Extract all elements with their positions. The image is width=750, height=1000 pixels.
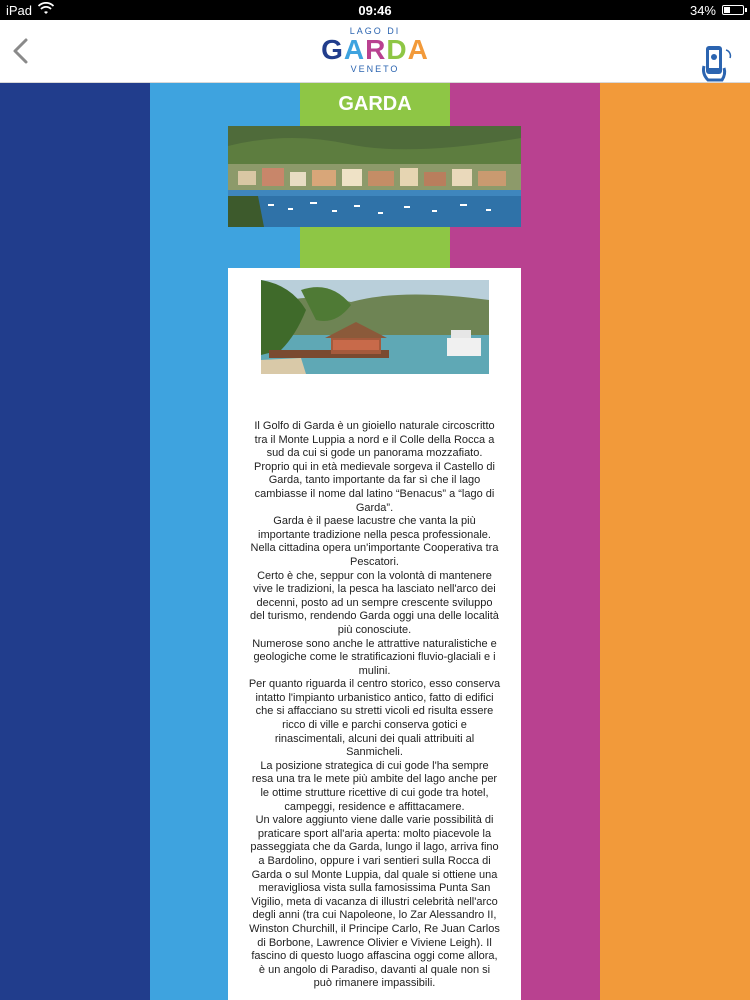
clock: 09:46	[358, 3, 392, 18]
lakeside-pier-image	[261, 280, 489, 374]
description-line: ricco di ville e parchi conserva gotici e	[282, 719, 467, 732]
description-line: può rimanere impassibili.	[313, 977, 436, 990]
lago-di-garda-logo	[300, 24, 450, 80]
description-line: geologiche come le stratificazioni fluvio-glaciali e i	[253, 651, 496, 664]
description-line: Un valore aggiunto viene dalle varie possibilità di	[255, 814, 494, 827]
garda-harbor-image	[228, 126, 521, 227]
description-line: Certo è che, seppur con la volontà di mantenere	[257, 569, 492, 582]
town-description	[248, 420, 501, 991]
battery-fill	[724, 7, 730, 13]
back-button[interactable]	[8, 34, 38, 68]
description-line: Garda, tanto importante da far sì che il lago	[268, 474, 481, 487]
logo-letter: R	[365, 34, 387, 65]
chevron-left-icon	[8, 34, 38, 68]
description-line: importante tradizione nella pesca professionale.	[258, 528, 491, 541]
description-line: Garda”.	[355, 501, 394, 514]
logo-top-text: LAGO DI	[349, 26, 401, 36]
description-line: di Borbone, Lawrence Olivier e Viviene Leigh). Il	[257, 936, 492, 949]
description-line: è un angolo di Paradiso, davanti al quale non si	[258, 963, 491, 976]
description-line: passeggiata che da Garda, lungo il lago, arriva fino	[250, 841, 499, 854]
description-line: sud da cui si gode un panorama mozzafiato.	[266, 447, 483, 460]
description-line: resa una tra le mete più ambite del lago anche per	[251, 773, 498, 786]
description-line: meravigliosa vista sulla famosissima Punta San	[258, 882, 491, 895]
description-line: campeggi, residence e affittacamere.	[284, 800, 465, 813]
logo-letter: A	[343, 34, 366, 65]
logo-main-text	[300, 36, 450, 64]
description-line: degli anni (tra cui Napoleone, lo Zar Alessandro II,	[252, 909, 497, 922]
description-line: le ottime strutture ricettive di cui gode tra hotel,	[260, 787, 489, 800]
description-line: tra il Monte Luppia a nord e il Colle della Rocca a	[254, 433, 495, 446]
description-line: che si affacciano su stretti vicoli ed risulta essere	[255, 705, 494, 718]
description-line: mulini.	[358, 664, 391, 677]
selfie-phone-icon	[700, 44, 732, 84]
description-line: decenni, posto ad un sempre crescente sviluppo	[256, 596, 493, 609]
description-line: Nella cittadina opera un'importante Cooperativa tra	[250, 542, 499, 555]
description-line: Garda o sul Monte Luppia, dal quale si ottiene una	[251, 868, 498, 881]
description-line: Sanmicheli.	[346, 746, 403, 759]
description-line: Vigilio, meta di vacanza di illustri celebrità nell'arco	[251, 895, 498, 908]
description-line: Il Golfo di Garda è un gioiello naturale circoscritto	[254, 420, 495, 432]
description-line: rinascimentali, alcuni dei quali attribuiti al	[274, 732, 475, 745]
description-line: Proprio qui in età medievale sorgeva il Castello di	[254, 460, 495, 473]
logo-letter: G	[321, 34, 344, 65]
logo-letter: D	[386, 34, 408, 65]
description-line: Per quanto riguarda il centro storico, esso conserva	[248, 678, 501, 691]
status-bar	[0, 0, 750, 20]
navigation-bar	[0, 20, 750, 83]
description-line: Pescatori.	[350, 555, 399, 568]
color-stripe-blue	[0, 83, 150, 1000]
description-line: vive le tradizioni, la pesca ha lasciato nell'arco dei	[253, 583, 496, 596]
description-line: del turismo, rendendo Garda oggi una delle località	[250, 610, 499, 623]
carrier-label: iPad	[6, 3, 33, 18]
battery-percent: 34%	[689, 3, 716, 18]
battery-icon	[722, 5, 744, 15]
description-line: Winston Churchill, il Principe Carlo, Re Juan Carlos	[249, 922, 500, 935]
logo-bottom-text: VENETO	[350, 64, 400, 74]
logo-letter: A	[407, 34, 429, 65]
description-line: Numerose sono anche le attrattive naturalistiche e	[252, 637, 497, 650]
description-line: Garda è il paese lacustre che vanta la più	[273, 515, 476, 528]
page-title: GARDA	[338, 93, 412, 115]
description-line: La posizione strategica di cui gode l'ha sempre	[260, 759, 489, 772]
description-line: a Bardolino, oppure i vari sentieri sulla Rocca di	[258, 855, 491, 867]
description-line: fascino di questo luogo affascina oggi come allora,	[251, 950, 498, 963]
description-line: cambiasse il nome dal latino “Benacus” a “lago di	[254, 487, 495, 500]
description-line: intatto l'impianto urbanistico antico, fatto di edifici	[255, 691, 494, 704]
color-stripe-orange	[600, 83, 750, 1000]
content-card	[228, 268, 521, 1000]
description-line: più conosciute.	[337, 623, 412, 636]
description-line: praticare sport all'aria aperta: molto piacevole la	[257, 827, 492, 840]
